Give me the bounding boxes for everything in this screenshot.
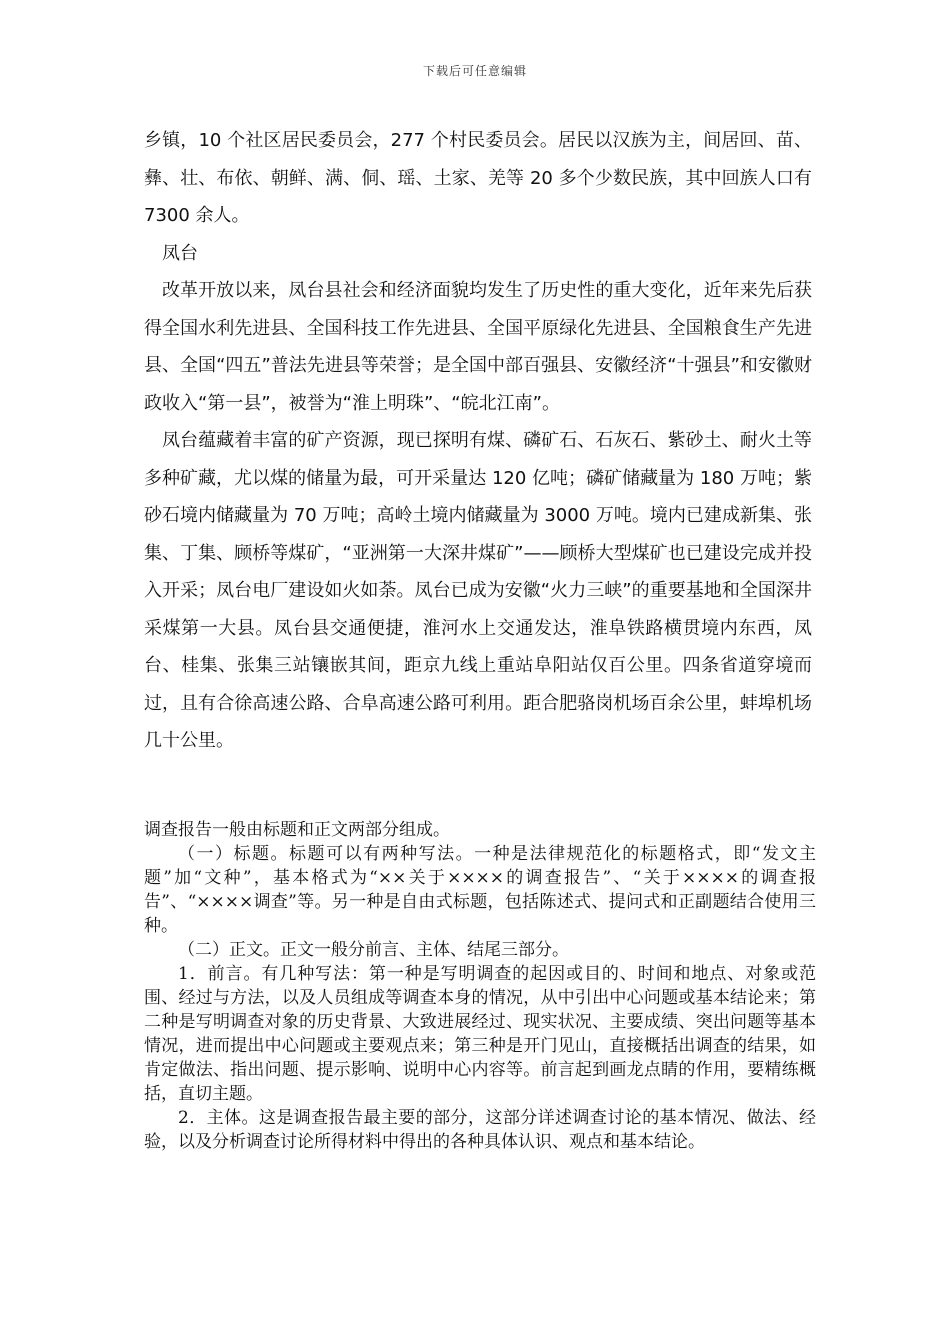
paragraph-resources: 凤台蕴藏着丰富的矿产资源，现已探明有煤、磷矿石、石灰石、紫砂土、耐火土等多种矿藏，尤以煤的储量为最，可开采量达 120 亿吨；磷矿储藏量为 180 万吨；紫砂石境内储藏量为 70 万吨；高岭土境内储藏量为 3000 万吨。境内已建成新集、张集、丁集、顾桥等煤矿，“亚洲第一大深井煤矿”——顾桥大型煤矿也已建设完成并投入开采；凤台电厂建设如火如荼。凤台已成为安徽“火力三峡”的重要基地和全国深井采煤第一大县。凤台县交通便捷，淮河水上交通发达，淮阜铁路横贯境内东西，凤台、桂集、张集三站镶嵌其间，距京九线上重站阜阳站仅百公里。四条省道穿境而过，且有合徐高速公路、合阜高速公路可利用。距合肥骆岗机场百余公里，蚌埠机场几十公里。 (144, 430, 812, 751)
subheading-fengtai: 凤台 (162, 242, 198, 264)
paragraph-preface: 1．前言。有几种写法：第一种是写明调查的起因或目的、时间和地点、对象或范围、经过与方法，以及人员组成等调查本身的情况，从中引出中心问题或基本结论来；第二种是写明调查对象的历史背景、大致进展经过、现实状况、主要成绩、突出问题等基本情况，进而提出中心问题或主要观点来；第三种是开门见山，直接概括出调查的结果，如肯定做法、指出问题、提示影响、说明中心内容等。前言起到画龙点睛的作用，要精练概括，直切主题。 (144, 964, 816, 1104)
paragraph-main-body: 2．主体。这是调查报告最主要的部分，这部分详述调查讨论的基本情况、做法、经验，以及分析调查讨论所得材料中得出的各种具体认识、观点和基本结论。 (144, 1108, 816, 1152)
paragraph-report-intro: 调查报告一般由标题和正文两部分组成。 (144, 820, 450, 840)
paragraph-population: 乡镇，10 个社区居民委员会，277 个村民委员会。居民以汉族为主，间居回、苗、彝、壮、布依、朝鲜、满、侗、瑶、土家、羌等 20 多个少数民族，其中回族人口有 7300 余人。 (144, 130, 812, 226)
paragraph-title-format: （一）标题。标题可以有两种写法。一种是法律规范化的标题格式，即“发文主题”加“文种”，基本格式为“××关于××××的调查报告”、“关于××××的调查报告”、“××××调查”等。另一种是自由式标题，包括陈述式、提问式和正副题结合使用三种。 (144, 844, 816, 936)
paragraph-body-parts: （二）正文。正文一般分前言、主体、结尾三部分。 (178, 940, 569, 960)
section-county-overview (144, 122, 812, 760)
section-report-structure (144, 818, 816, 1154)
paragraph-reform: 改革开放以来，凤台县社会和经济面貌均发生了历史性的重大变化，近年来先后获得全国水利先进县、全国科技工作先进县、全国平原绿化先进县、全国粮食生产先进县、全国“四五”普法先进县等荣誉；是全国中部百强县、安徽经济“十强县”和安徽财政收入“第一县”，被誉为“淮上明珠”、“皖北江南”。 (144, 280, 812, 414)
page-header: 下载后可任意编辑 (422, 64, 527, 78)
